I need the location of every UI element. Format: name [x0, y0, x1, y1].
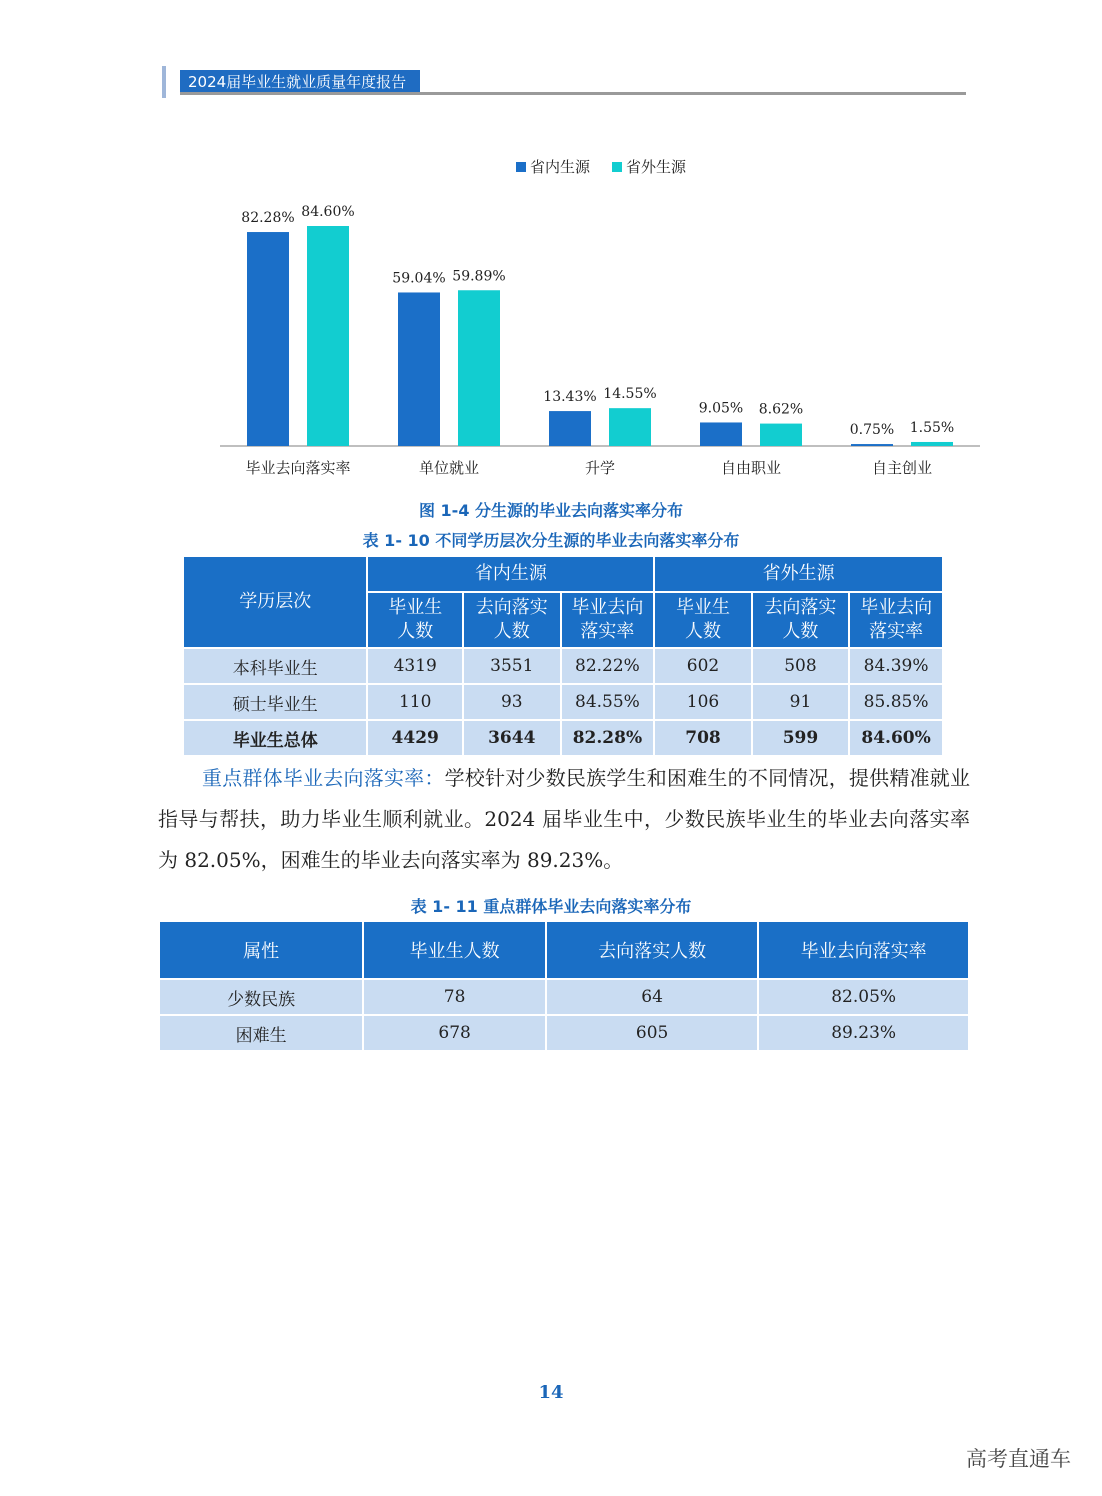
data-label: 14.55% — [603, 386, 657, 403]
table2-caption: 表 1- 11 重点群体毕业去向落实率分布 — [410, 897, 692, 916]
table-cell: 82.28% — [561, 720, 655, 756]
subheader-line: 去向落实 — [764, 597, 837, 618]
watermark-text: 高考直通车 — [966, 1447, 1071, 1471]
table-cell: 602 — [654, 648, 751, 684]
subheader-line: 毕业生 — [388, 597, 443, 618]
table-cell: 78 — [363, 979, 546, 1015]
bar-chart — [200, 150, 1000, 490]
paragraph-lead: 重点群体毕业去向落实率： — [202, 766, 445, 790]
table-cell: 84.55% — [561, 684, 655, 720]
table-cell: 3644 — [463, 720, 561, 756]
paragraph-body: 学校针对少数民族学生和困难生的不同情况，提供精准就业指导与帮扶，助力毕业生顺利就业。2024 届毕业生中，少数民族毕业生的毕业去向落实率为 82.05%，困难生的毕业去向落实率为 89.23%。 — [158, 766, 971, 872]
row-label: 硕士毕业生 — [183, 684, 367, 720]
header-rule — [180, 92, 966, 95]
data-label: 9.05% — [698, 400, 744, 417]
subheader-2 — [561, 592, 655, 648]
legend-label-0: 省内生源 — [530, 158, 591, 176]
subheader-line: 人数 — [397, 621, 434, 642]
figure-caption: 图 1-4 分生源的毕业去向落实率分布 — [418, 501, 684, 520]
bar-1-1 — [458, 290, 500, 446]
data-label: 1.55% — [909, 419, 955, 436]
page-number: 14 — [538, 1382, 564, 1403]
subheader-0 — [367, 592, 463, 648]
table-row — [183, 684, 943, 720]
category-label: 自由职业 — [720, 459, 782, 477]
table-cell: 84.39% — [849, 648, 943, 684]
data-label: 0.75% — [849, 422, 895, 439]
header-in-province: 省内生源 — [367, 556, 654, 592]
table-cell: 82.22% — [561, 648, 655, 684]
data-label: 8.62% — [758, 401, 804, 418]
bar-0-2 — [549, 411, 591, 446]
row-label: 本科毕业生 — [183, 648, 367, 684]
table-cell: 708 — [654, 720, 751, 756]
legend-swatch-0 — [516, 162, 526, 172]
bar-0-0 — [247, 232, 289, 446]
data-label: 82.28% — [241, 210, 295, 227]
table2-header: 去向落实人数 — [546, 921, 758, 979]
subheader-line: 人数 — [782, 621, 819, 642]
data-label: 84.60% — [301, 204, 355, 220]
subheader-line: 落实率 — [869, 621, 924, 642]
subheader-1 — [463, 592, 561, 648]
table-cell: 599 — [752, 720, 849, 756]
table-cell: 4429 — [367, 720, 463, 756]
table-key-groups — [158, 920, 970, 1052]
table-cell: 89.23% — [758, 1015, 969, 1051]
table-cell: 93 — [463, 684, 561, 720]
table-row — [183, 648, 943, 684]
legend-label-1: 省外生源 — [626, 158, 687, 176]
table-cell: 3551 — [463, 648, 561, 684]
table2-header: 毕业生人数 — [363, 921, 546, 979]
table-cell: 678 — [363, 1015, 546, 1051]
category-label: 单位就业 — [418, 459, 480, 477]
category-label: 毕业去向落实率 — [245, 459, 351, 477]
table2-header: 毕业去向落实率 — [758, 921, 969, 979]
table-source-by-level — [182, 555, 944, 757]
data-label: 59.04% — [392, 270, 446, 287]
category-label: 升学 — [584, 459, 616, 477]
legend-swatch-1 — [612, 162, 622, 172]
table-row — [159, 1015, 969, 1051]
subheader-4 — [752, 592, 849, 648]
table-cell: 605 — [546, 1015, 758, 1051]
table-cell: 64 — [546, 979, 758, 1015]
header-out-province: 省外生源 — [654, 556, 943, 592]
subheader-line: 去向落实 — [475, 597, 548, 618]
subheader-line: 毕业去向 — [860, 597, 933, 618]
table-cell: 508 — [752, 648, 849, 684]
key-groups-paragraph — [158, 758, 970, 881]
table-row — [183, 720, 943, 756]
table-cell: 84.60% — [849, 720, 943, 756]
bar-1-4 — [911, 442, 953, 446]
subheader-line: 毕业生 — [676, 597, 731, 618]
table1-caption: 表 1- 10 不同学历层次分生源的毕业去向落实率分布 — [362, 531, 740, 550]
table-cell: 85.85% — [849, 684, 943, 720]
bar-1-2 — [609, 408, 651, 446]
table-cell: 106 — [654, 684, 751, 720]
subheader-line: 毕业去向 — [571, 597, 644, 618]
table-cell: 110 — [367, 684, 463, 720]
row-label: 少数民族 — [159, 979, 363, 1015]
bar-1-3 — [760, 424, 802, 446]
subheader-line: 人数 — [493, 621, 530, 642]
subheader-5 — [849, 592, 943, 648]
subheader-line: 人数 — [685, 621, 722, 642]
table-cell: 82.05% — [758, 979, 969, 1015]
report-title: 2024届毕业生就业质量年度报告 — [180, 70, 420, 94]
subheader-line: 落实率 — [580, 621, 635, 642]
bar-1-0 — [307, 226, 349, 446]
data-label: 13.43% — [543, 389, 597, 406]
bar-0-4 — [851, 444, 893, 446]
table2-header: 属性 — [159, 921, 363, 979]
data-label: 59.89% — [452, 268, 506, 285]
table-cell: 91 — [752, 684, 849, 720]
bar-0-1 — [398, 292, 440, 446]
header-bracket — [162, 66, 166, 98]
header-level: 学历层次 — [183, 556, 367, 648]
table-cell: 4319 — [367, 648, 463, 684]
subheader-3 — [654, 592, 751, 648]
category-label: 自主创业 — [871, 459, 933, 477]
table-row — [159, 979, 969, 1015]
bar-0-3 — [700, 422, 742, 446]
row-label: 毕业生总体 — [183, 720, 367, 756]
row-label: 困难生 — [159, 1015, 363, 1051]
